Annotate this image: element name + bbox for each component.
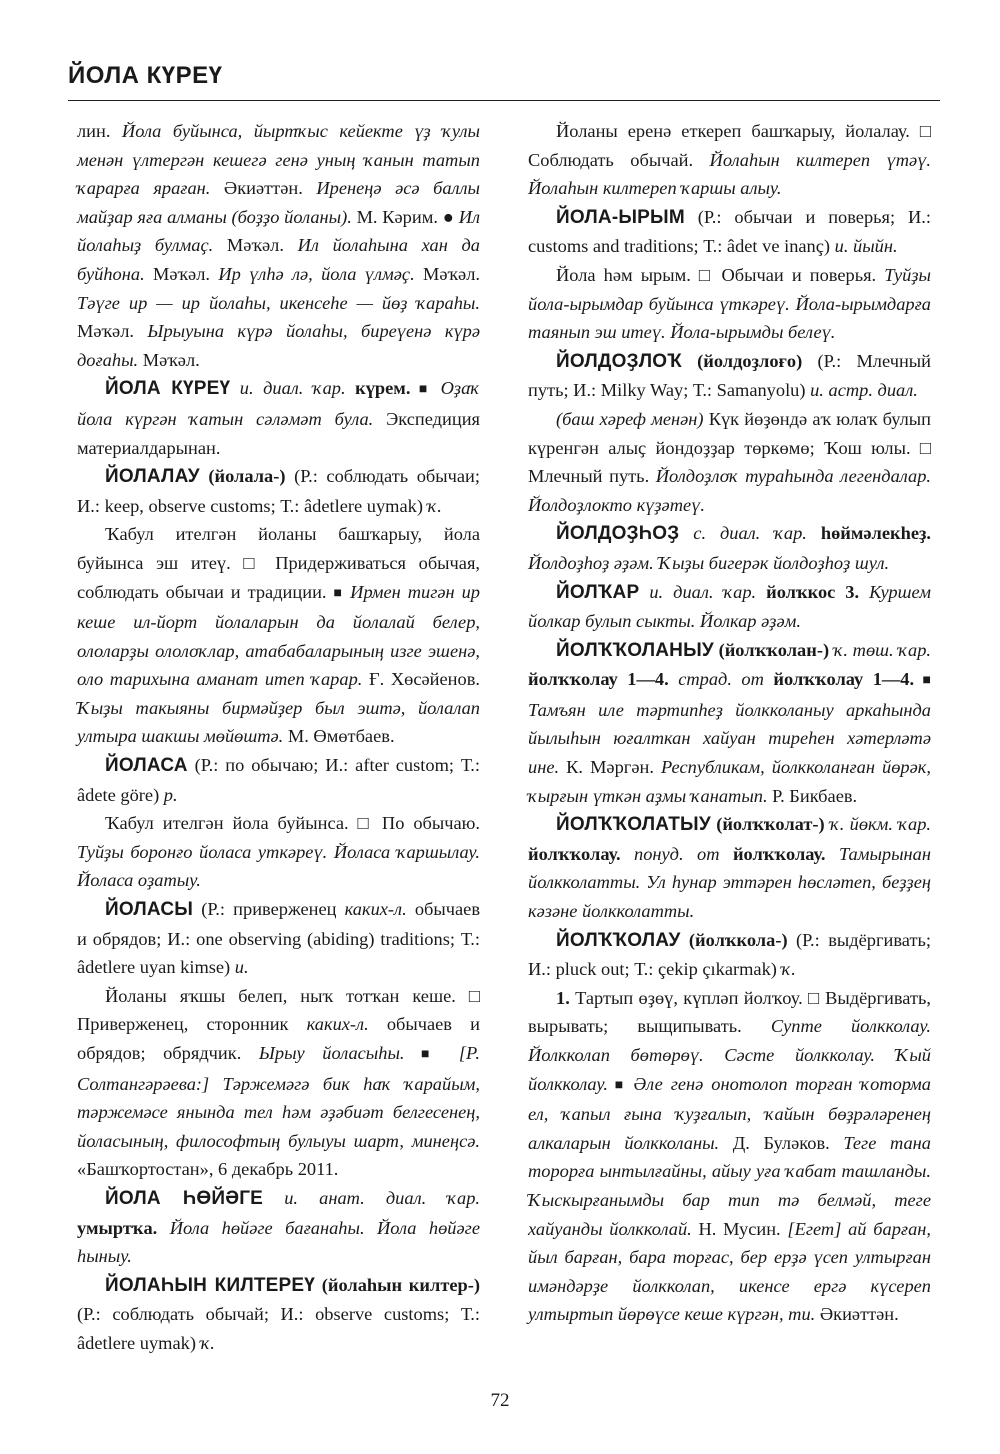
- left-paragraph: [77, 462, 480, 520]
- right-paragraph: [528, 347, 931, 405]
- right-paragraph: [528, 261, 931, 347]
- text-run: ■: [404, 1047, 459, 1062]
- text-run: (Р.: обычаи и поверья; И.: customs and traditions; Т.: âdet ve inanç): [528, 206, 931, 257]
- text-run: ■: [608, 1077, 634, 1093]
- text-run: йолҡҡолау.: [719, 843, 826, 864]
- text-run: (Р.: соблюдать обычай; И.: observe customs; Т.: âdetlere uymak): [77, 1304, 480, 1353]
- headword: ЙОЛАҺЫН КИЛТЕРЕҮ: [105, 1274, 316, 1296]
- right-paragraph: [528, 810, 931, 925]
- left-paragraph: [77, 1184, 480, 1271]
- text-run: Н. Мусин.: [691, 1218, 788, 1239]
- text-run: и. диал. ҡар.: [649, 581, 757, 602]
- text-run: ҡ. йөкм. ҡар.: [830, 814, 931, 835]
- header-rule: [68, 100, 940, 101]
- text-run: Ырыу йоласыһы.: [258, 1043, 405, 1063]
- text-run: Мәҡәл.: [414, 263, 480, 284]
- running-head: ЙОЛА КҮРЕҮ: [68, 62, 223, 89]
- text-run: понуд. от: [634, 843, 720, 864]
- text-run: лин.: [77, 121, 122, 141]
- text-run: Ил йолаһына хан да буйһона.: [77, 235, 480, 284]
- right-paragraph: [528, 578, 931, 636]
- left-paragraph: [77, 895, 480, 982]
- text-run: «Башҡортостан», 6 декабрь 2011.: [77, 1159, 339, 1180]
- text-run: с. диал. ҡар.: [693, 523, 807, 544]
- text-run: [639, 582, 649, 602]
- text-run: Йоланы яҡшы белеп, ныҡ тотҡан кеше. □ Приверженец, сторонник: [77, 985, 480, 1035]
- text-run: Куршем йолкар булып сыкты. Йолкар әҙәм.: [528, 581, 931, 632]
- text-run: йолҡҡолау 1—4.: [528, 669, 669, 690]
- text-run: Йолаһын килтереп үтәү. Йолаһын килтереп ҡаршы алыу.: [528, 149, 931, 199]
- headword: ЙОЛА ҺӨЙӘГЕ: [105, 1187, 264, 1209]
- left-paragraph: [77, 117, 480, 374]
- text-run: (йолала-): [199, 466, 286, 487]
- text-run: күрем.: [345, 378, 411, 399]
- text-run: Тамъян иле тәртипһеҙ йолкколаныу аркаһында йылыһын юғалткан хайуан тиреһен хәтерләтә ине.: [528, 699, 931, 778]
- text-run: обычаев и обрядов; И.: one observing (abiding) traditions; Т.: âdetlere uyan kimse): [77, 899, 481, 978]
- text-run: ҡ.: [781, 959, 796, 980]
- right-paragraph: [528, 117, 931, 203]
- headword: ЙОЛАЛАУ: [105, 466, 200, 488]
- text-run: Йола буйынса, йыртҡыс кейекте үҙ ҡулы менән үлтергән кешегә генә уның ҡанын татып ҡарарға яраған.: [77, 121, 480, 199]
- text-run: [859, 582, 869, 602]
- left-paragraph: [77, 374, 480, 462]
- text-run: ■: [914, 673, 931, 689]
- text-run: Туйҙы боронғо йоласа уткәреү. Йоласа ҡаршылау. Йоласа оҙатыу.: [77, 841, 480, 891]
- text-run: Мәҡәл.: [77, 321, 148, 342]
- text-run: Йолдоҙһоҙ әҙәм. Ҡыҙы бигерәк йолдоҙһоҙ шул.: [528, 552, 890, 573]
- text-run: обычаев и обрядов; обрядчик.: [77, 1014, 480, 1063]
- text-run: Йола һәм ырым. □ Обычаи и поверья.: [556, 264, 885, 285]
- text-run: Ырыуына күрә йолаһы, биреүенә күрә доғаһы.: [77, 321, 480, 370]
- text-run: Теге тана торорға ынтылғайны, айыу уға ҡабат ташланды. Ҡыскырғанымды бар тип тә белмәй, теге хайуанды йолкколай.: [528, 1132, 931, 1239]
- text-run: Супте йолкколау. Йолкколап бөтөрөү. Сәсте йолкколау. Ҡый йолкколау.: [528, 1016, 931, 1094]
- text-run: 1.: [556, 987, 570, 1008]
- text-run: йолҡкос 3.: [756, 581, 860, 602]
- text-run: (Р.: приверженец: [193, 899, 345, 920]
- text-run: Әле генә онотолоп торған ҡоторма ел, ҡапыл ғына ҡуҙғалып, ҡайын бөҙрәләренең алкаларын йолкколаны.: [528, 1073, 931, 1153]
- text-run: (Р.: выдёргивать; И.: pluck out; Т.: çekip çıkarmak): [528, 929, 931, 980]
- text-run: Экспедиция материалдарынан.: [77, 408, 480, 458]
- text-run: Туйҙы йола-ырымдар буйынса үткәреү. Йола-ырымдарға таянып эш итеү. Йола-ырымды белеү.: [528, 264, 931, 343]
- text-run: Тамырынан йолкколатты. Ул һунар эттәрен һөсләтеп, беҙҙең кәзәне йолкколатты.: [528, 843, 931, 922]
- text-run: р.: [163, 784, 178, 805]
- text-run: [230, 378, 240, 398]
- left-paragraph: [77, 1271, 480, 1358]
- right-paragraph: [528, 984, 931, 1329]
- headword: ЙОЛАСЫ: [105, 899, 194, 921]
- text-run: ҡ.: [200, 1332, 215, 1353]
- text-run: Тартып өҙөү, күпләп йолҡоу. □ Выдёргивать, вырывать; выщипывать.: [528, 987, 931, 1037]
- headword: ЙОЛА-ЫРЫМ: [556, 206, 685, 228]
- text-run: (йолҡкола-): [680, 929, 788, 950]
- text-run: страд. от: [678, 669, 764, 690]
- headword: ЙОЛА КҮРЕҮ: [105, 378, 231, 400]
- text-run: (Р.: соблюдать обычаи; И.: keep, observe customs; Т.: âdetlere uymak): [77, 466, 480, 516]
- text-run: Ир үлһә лә, йола үлмәҫ.: [218, 263, 415, 284]
- right-paragraph: [528, 926, 931, 984]
- text-run: ■: [333, 585, 351, 601]
- headword: ЙОЛДОҘЛОҠ: [556, 350, 682, 372]
- text-run: (Р.: по обычаю; И.: after custom; Т.: âdete göre): [77, 755, 480, 805]
- text-run: Р. Бикбаев.: [767, 785, 858, 806]
- text-run: Мәҡәл.: [213, 235, 298, 256]
- text-run: йолҡҡолау.: [528, 843, 621, 864]
- text-run: (йолаһын килтер-): [315, 1274, 480, 1295]
- text-run: К. Мәргән.: [559, 757, 661, 778]
- text-run: Йолдоҙлоҡ тураһында легендалар. Йолдоҙлокто күҙәтеү.: [528, 466, 931, 515]
- right-paragraph: [528, 203, 931, 261]
- left-paragraph: [77, 520, 480, 751]
- text-run: ҡ. төш. ҡар.: [833, 639, 931, 660]
- text-run: и.: [234, 957, 249, 978]
- text-run: и. астр. диал.: [810, 380, 918, 401]
- text-run: ■: [410, 382, 441, 398]
- text-run: [621, 844, 634, 864]
- text-run: Күк йөҙөндә аҡ юлаҡ булып күренгән алыҫ йондоҙҙар төркөмө; Ҡош юлы. □ Млечный путь.: [528, 408, 931, 487]
- text-run: Йоланы еренә еткереп башҡарыу, йолалау. □ Соблюдать обычай.: [528, 121, 931, 170]
- text-run: М. Өмөтбаев.: [283, 726, 395, 747]
- left-paragraph: [77, 809, 480, 895]
- text-run: М. Кәрим. ●: [351, 206, 459, 227]
- text-run: Ҡыҙы такыяны бирмәйҙер был эштә, йолалап ултыра шакшы мөйөштә.: [77, 697, 480, 747]
- left-paragraph: [77, 982, 480, 1184]
- text-run: Мәҡәл.: [144, 263, 219, 284]
- text-run: Тәүге ир — ир йолаһы, икенсеһе — йөҙ ҡараһы.: [77, 292, 480, 313]
- text-run: [Р. Солтангәрәева:] Тәржемәгә бик һаҡ ҡарайым, тәржемәсе янында тел һәм әҙәбиәт белгесенең, йоласының, философтың булыуы шарт, минеңсә.: [77, 1043, 481, 1151]
- text-run: Ирмен тигән ир кеше ил-йорт йолаларын да йолалай белер, ололарҙы ололоҡлар, атабабаларының изге эшенә, оло тарихына аманат итеп ҡарар.: [77, 581, 480, 690]
- text-run: и. анат. диал. ҡар.: [284, 1187, 480, 1208]
- headword: ЙОЛАСА: [105, 755, 188, 777]
- right-paragraph: [528, 636, 931, 811]
- left-column: [77, 117, 480, 1358]
- text-run: йолҡҡолау 1—4.: [763, 669, 915, 690]
- text-run: каких-л.: [344, 899, 407, 920]
- text-run: (Р.: Млечный путь; И.: Milky Way; Т.: Samanyolu): [528, 350, 931, 401]
- text-run: Республикам, йолкколанған йөрәк, ҡырғын үткән аҙмы ҡанатып.: [528, 757, 931, 806]
- text-run: [263, 1188, 284, 1208]
- right-paragraph: [528, 519, 931, 577]
- text-run: (йолдоҙлоғо): [681, 350, 803, 371]
- text-run: Мәҡәл.: [138, 349, 200, 370]
- left-paragraph: [77, 751, 480, 809]
- text-run: и. диал. ҡар.: [239, 378, 346, 399]
- text-run: Ҡабул ителгән йола буйынса. □ По обычаю.: [105, 813, 480, 834]
- right-column: [528, 117, 931, 1329]
- text-run: Ил йолаһыҙ булмаҫ.: [77, 206, 480, 256]
- text-run: Оҙаҡ йола күргән ҡатын сәләмәт була.: [77, 378, 480, 429]
- text-run: Әкиәттән.: [210, 178, 317, 199]
- text-run: Иренеңә әсә баллы майҙар яға алманы (боҙҙо йоланы).: [77, 178, 481, 227]
- text-run: [669, 669, 679, 689]
- text-run: и. йыйн.: [834, 236, 898, 257]
- text-run: Ғ. Хөсәйенов.: [362, 669, 480, 690]
- text-run: [679, 523, 693, 543]
- headword: ЙОЛҠҠОЛАТЫУ: [556, 814, 711, 836]
- text-run: Йола һөйәге бағанаһы. Йола һөйәге һыныу.: [77, 1217, 481, 1267]
- text-run: (баш хәреф менән): [556, 408, 704, 429]
- text-run: [Егет] ай барған, йыл барған, бара торғас, бер ерҙә үсеп ултырған имәндәрҙе йолкколап, икенсе ергә күсереп ултыртып йөрөүсе кеше күргән, ти.: [528, 1218, 931, 1325]
- text-run: каких-л.: [306, 1014, 369, 1035]
- text-run: [157, 1218, 169, 1238]
- headword: ЙОЛҠҠОЛАУ: [556, 929, 681, 951]
- text-run: (йолҡҡолат-): [710, 814, 825, 835]
- headword: ЙОЛҠАР: [556, 581, 640, 603]
- text-run: Ҡабул ителгән йоланы башҡарыу, йола буйынса эш итеү. □ Придерживаться обычая, соблюдать обычаи и традиции.: [77, 524, 480, 602]
- text-run: умыртҡа.: [77, 1217, 158, 1238]
- text-run: ҡ.: [427, 495, 442, 516]
- right-paragraph: [528, 405, 931, 519]
- text-run: Әкиәттән.: [815, 1304, 899, 1325]
- page-number: 72: [490, 1390, 510, 1411]
- text-run: Д. Буләков.: [719, 1132, 844, 1153]
- text-run: [825, 844, 838, 864]
- text-run: һөймәлекһеҙ.: [806, 523, 932, 544]
- text-run: (йолҡҡолан-): [713, 639, 830, 660]
- headword: ЙОЛДОҘҺОҘ: [556, 523, 680, 545]
- headword: ЙОЛҠҠОЛАНЫУ: [556, 639, 714, 661]
